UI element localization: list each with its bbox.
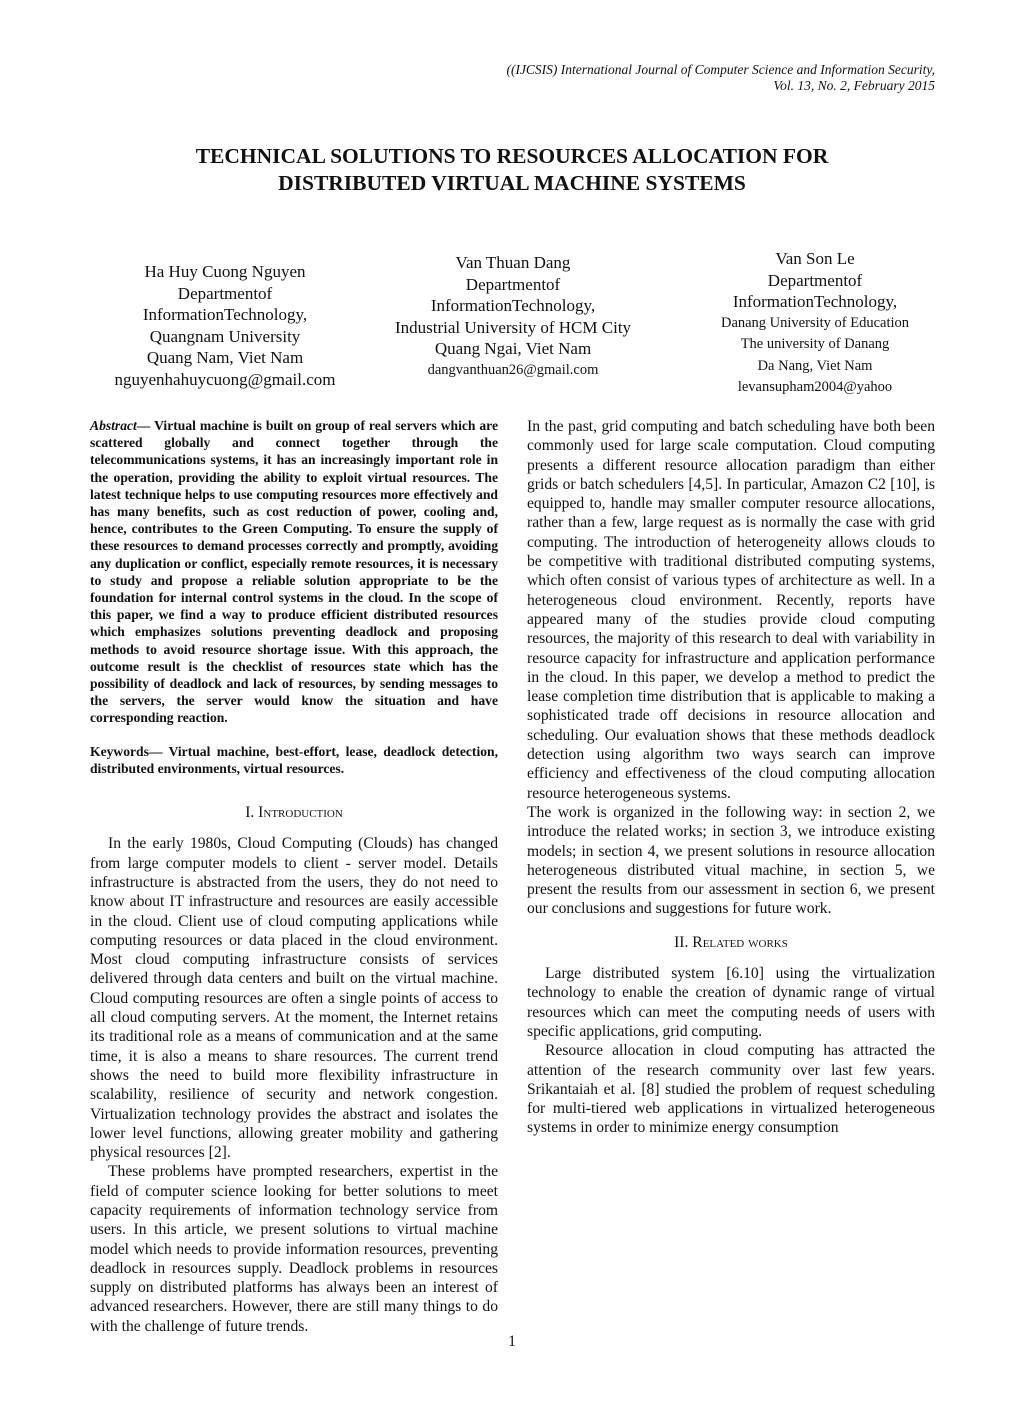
author-place: Quang Nam, Viet Nam bbox=[146, 348, 304, 367]
author-name: Van Thuan Dang bbox=[455, 253, 571, 272]
author-block-3 bbox=[690, 248, 940, 399]
author-name: Van Son Le bbox=[775, 249, 855, 268]
left-column bbox=[90, 417, 498, 1336]
author-dept: Departmentof bbox=[465, 274, 561, 294]
title-line-1: TECHNICAL SOLUTIONS TO RESOURCES ALLOCATION FOR bbox=[195, 144, 829, 168]
intro-paragraph-3: In the past, grid computing and batch scheduling have both been commonly used for large scale computation. Cloud computing presents a different resource allocation paradigm than either grids or batch schedulers [4,5]. In particular, Amazon C2 [10], is equipped to, handle may smaller computer resource allocations, rather than a few, large request as is normally the case with grid computing. The introduction of heterogeneity allows clouds to be competitive with traditional distributed computing systems, which often consist of various types of architecture as well. In a heterogeneous cloud environment. Recently, reports have appeared many of the studies provide cloud computing resources, the majority of this research to deal with variability in resource capacity for infrastructure and application performance in the cloud. In this paper, we develop a method to predict the lease completion time distribution that is applicable to making a sophisticated trade off decisions in resource allocation and scheduling. Our evaluation shows that these methods deadlock detection using algorithm two ways search can improve efficiency and effectiveness of the cloud computing allocation resource heterogeneous systems. bbox=[527, 418, 935, 802]
page-number: 1 bbox=[508, 1333, 516, 1350]
paper-title bbox=[0, 143, 1024, 197]
author-email: nguyenhahuycuong@gmail.com bbox=[114, 369, 336, 389]
author-place: Quang Ngai, Viet Nam bbox=[434, 339, 592, 358]
intro-paragraph-1: In the early 1980s, Cloud Computing (Clouds) has changed from large computer models to client - server model. Details infrastructure is abstracted from the users, they do not need to know about IT infrastructure and resources are easily accessible in the cloud. Client use of cloud computing applications while computing resources or data placed in the cloud environment. Most cloud computing infrastructure consists of services delivered through data centers and built on the virtual machine. Cloud computing resources are often a single points of access to all cloud computing servers. At the moment, the Internet retains its traditional role as a means of communication and at the same time, it is also a means to share resources. The current trend shows the need to build more flexibility infrastructure in scalability, resilience of security and network congestion. Virtualization technology provides the abstract and isolates the lower level functions, allowing greater mobility and gathering physical resources [2]. bbox=[90, 835, 498, 1162]
author-org: Danang University of Education bbox=[720, 314, 910, 331]
intro-paragraph-4: The work is organized in the following way: in section 2, we introduce the related works; in section 3, we introduce existing models; in section 4, we present solutions in resource allocation heterogeneous distributed vitual machine, in section 5, we present the results from our assessment in section 6, we present our conclusions and suggestions for future work. bbox=[527, 803, 935, 918]
section-heading-related-works: II. Related works bbox=[674, 933, 788, 951]
author-name: Ha Huy Cuong Nguyen bbox=[144, 262, 306, 281]
intro-paragraph-2: These problems have prompted researchers, expertist in the field of computer science looking for better solutions to meet capacity requirements of information technology service from users. In this article, we present solutions to virtual machine model which needs to provide information resources, preventing deadlock in resources supply. Deadlock problems in resources supply on distributed platforms has always been an interest of advanced researchers. However, there are still many things to do with the challenge of future trends. bbox=[90, 1163, 498, 1335]
author-dept: Departmentof bbox=[177, 283, 273, 303]
title-line-2: DISTRIBUTED VIRTUAL MACHINE SYSTEMS bbox=[278, 171, 746, 195]
author-place: Da Nang, Viet Nam bbox=[757, 357, 873, 374]
author-dept: InformationTechnology, bbox=[732, 292, 898, 311]
author-block-1 bbox=[100, 261, 350, 390]
author-email: levansupham2004@yahoo bbox=[737, 379, 893, 395]
abstract bbox=[90, 417, 498, 727]
journal-name: ((IJCSIS) International Journal of Computer Science and Information Security, bbox=[506, 62, 935, 77]
abstract-label: Abstract— bbox=[90, 418, 151, 433]
author-email: dangvanthuan26@gmail.com bbox=[427, 361, 599, 378]
author-org: Quangnam University bbox=[149, 326, 301, 346]
related-paragraph-2: Resource allocation in cloud computing has attracted the attention of the research community over last few years. Srikantaiah et al. [8] studied the problem of request scheduling for multi-tiered web applications in virtualized heterogeneous systems in order to minimize energy consumption bbox=[527, 1042, 935, 1137]
running-header bbox=[506, 62, 935, 94]
section-heading-introduction: I. Introduction bbox=[245, 804, 343, 822]
author-block-2 bbox=[378, 252, 648, 381]
keywords: Keywords— Virtual machine, best-effort, lease, deadlock detection, distributed environments, virtual resources. bbox=[90, 743, 498, 776]
journal-volume: Vol. 13, No. 2, February 2015 bbox=[773, 78, 935, 93]
related-paragraph-1: Large distributed system [6.10] using the virtualization technology to enable the creation of dynamic range of virtual resources which can meet the computing needs of users with specific applications, grid computing. bbox=[527, 965, 935, 1040]
abstract-text: Virtual machine is built on group of real servers which are scattered globally and connect together through the telecommunications systems, it has an increasingly important role in the operation, providing the ability to exploit virtual resources. The latest technique helps to use computing resources more effectively and has many benefits, such as cost reduction of power, cooling and, hence, contributes to the Green Computing. To ensure the supply of these resources to demand processes correctly and promptly, avoiding any duplication or conflict, especially remote resources, it is necessary to study and propose a reliable solution appropriate to be the foundation for internal control systems in the cloud. In the scope of this paper, we find a way to produce efficient distributed resources which emphasizes solutions preventing deadlock and proposing methods to avoid resource shortage issue. With this approach, the outcome result is the checklist of resources state which has the possibility of deadlock and lack of resources, by sending messages to the servers, the server would know the situation and have corresponding reaction. bbox=[90, 418, 498, 726]
author-org: Industrial University of HCM City bbox=[394, 317, 632, 337]
author-dept: InformationTechnology, bbox=[142, 305, 308, 324]
author-org-2: The university of Danang bbox=[740, 336, 890, 352]
right-column bbox=[527, 417, 935, 1138]
author-dept: InformationTechnology, bbox=[430, 296, 596, 315]
author-dept: Departmentof bbox=[767, 270, 863, 290]
